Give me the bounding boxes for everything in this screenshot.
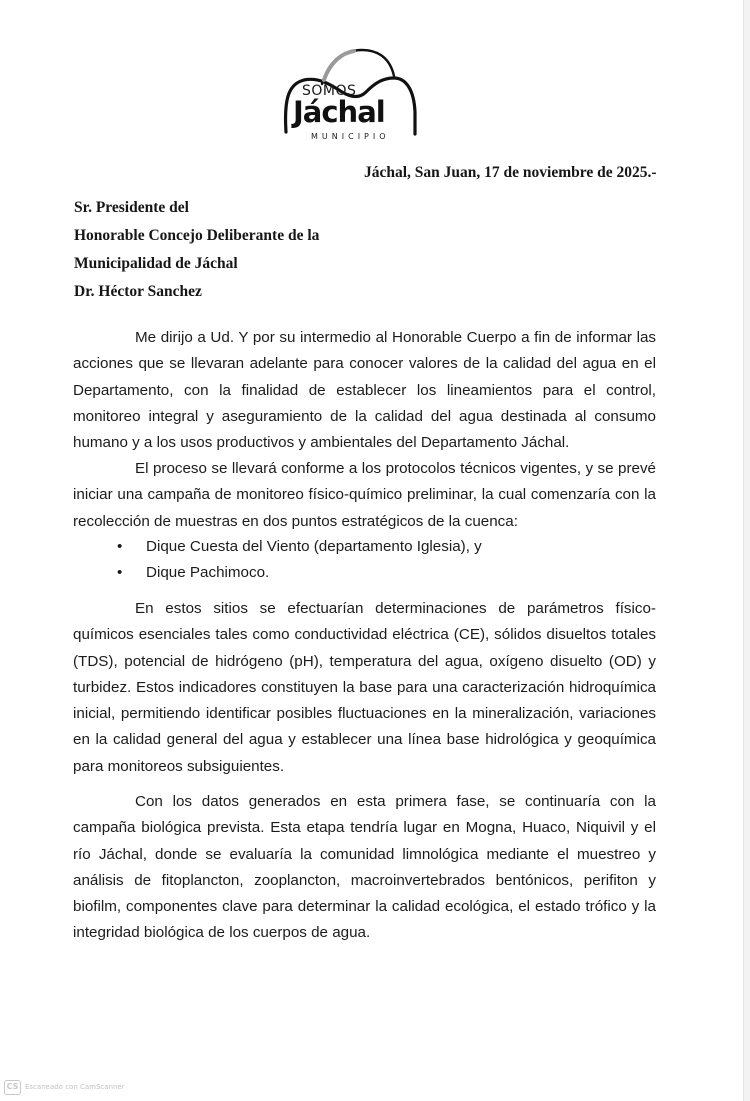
recipient-line: Sr. Presidente del [74,199,189,216]
sampling-points-list [73,534,656,587]
body-paragraph-2: El proceso se llevará conforme a los protocolos técnicos vigentes, y se prevé iniciar una campaña de monitoreo físico-químico preliminar, la cual comenzaría con la recolección de muestras en dos puntos estratégicos de la cuenca: [73,460,656,530]
logo-jachal-text: Jáchal [293,95,385,129]
bullet-icon: • [117,538,123,555]
recipient-line: Dr. Héctor Sanchez [74,283,202,300]
list-item-text: Dique Cuesta del Viento (departamento Iglesia), y [146,538,482,555]
scanner-watermark [4,1078,125,1096]
recipient-line: Honorable Concejo Deliberante de la [74,227,320,244]
logo-municipio-text: MUNICIPIO [311,132,390,141]
list-item-text: Dique Pachimoco. [146,564,270,582]
municipal-logo [282,40,422,150]
list-item [73,560,656,586]
body-paragraph-3: En estos sitios se efectuarían determinaciones de parámetros físico-químicos esenciales tales como conductividad eléctrica (CE), sólidos disueltos totales (TDS), potencial de hidrógeno (pH), temperatura del agua, oxígeno disuelto (OD) y turbidez. Estos indicadores constituyen la base para una caracterización hidroquímica inicial, permitiendo identificar posibles fluctuaciones en la mineralización, variaciones en la calidad general del agua y establecer una línea base hidrológica y geoquímica para monitoreos subsiguientes. [73,600,656,775]
watermark-text: Escaneado con CamScanner [25,1083,125,1091]
camscanner-icon: CS [4,1080,21,1095]
logo-somos-text: SOMOS [302,83,357,99]
bullet-icon: • [117,564,123,582]
scan-edge [743,0,750,1101]
recipient-line: Municipalidad de Jáchal [74,255,238,272]
date-line: Jáchal, San Juan, 17 de noviembre de 2025.- [364,164,657,181]
body-paragraph-4: Con los datos generados en esta primera fase, se continuaría con la campaña biológica prevista. Esta etapa tendría lugar en Mogna, Huaco, Niquivil y el río Jáchal, donde se evaluaría la comunidad limnológica mediante el muestreo y análisis de fitoplancton, zooplancton, macroinvertebrados bentónicos, perifiton y biofilm, componentes clave para determinar la calidad ecológica, el estado trófico y la integridad biológica de los cuerpos de agua. [73,793,656,942]
list-item [73,534,656,560]
body-paragraph-1: Me dirijo a Ud. Y por su intermedio al Honorable Cuerpo a fin de informar las acciones que se llevaran adelante para conocer valores de la calidad del agua en el Departamento, con la finalidad de establecer los lineamientos para el control, monitoreo integral y aseguramiento de la calidad del agua destinada al consumo humano y a los usos productivos y ambientales del Departamento Jáchal. [73,329,656,452]
